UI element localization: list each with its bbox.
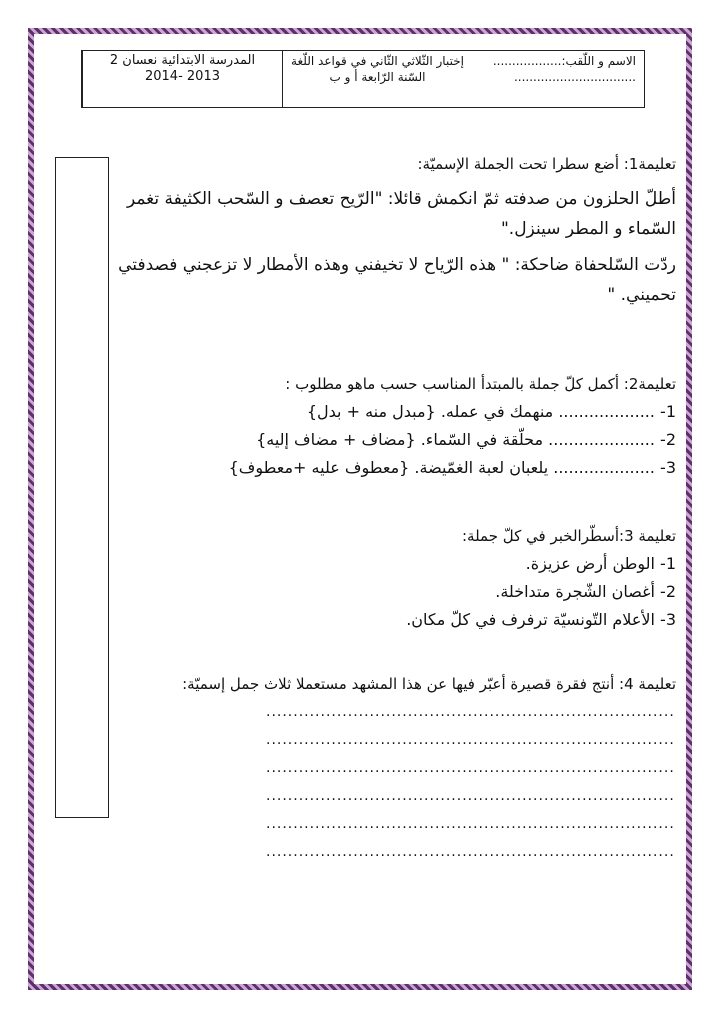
exam-title: إختبار الثّلاثي الثّاني في قواعد اللّغة xyxy=(291,54,464,68)
instruction-1: تعليمة1: أضع سطرا تحت الجملة الإسميّة: xyxy=(417,155,676,173)
grading-box xyxy=(55,157,109,818)
list-item: 2- ..................... محلّقة في السّماء. {مضاف + مضاف إليه} xyxy=(256,430,676,449)
exam-content xyxy=(116,150,676,866)
exam-class: السّنة الرّابعة أ و ب xyxy=(329,70,426,84)
paragraph-1: أطلّ الحلزون من صدفته ثمّ انكمش قائلا: "الرّيح تعصف و السّحب الكثيفة تغمر السّماء و المطر سينزل." xyxy=(126,189,676,239)
paragraph-2: ردّت السّلحفاة ضاحكة: " هذه الرّياح لا تخيفني وهذه الأمطار لا تزعجني فصدفتي تحميني. " xyxy=(118,255,676,305)
answer-line[interactable]: ........................................................................... xyxy=(266,788,675,804)
exam-header-table xyxy=(81,50,645,108)
school-year: 2013 -2014 xyxy=(144,69,220,84)
section-2 xyxy=(116,370,676,482)
list-item: 2- أغصان الشّجرة متداخلة. xyxy=(495,582,676,601)
section-1 xyxy=(116,150,676,310)
header-name-cell xyxy=(472,51,644,107)
school-name: المدرسة الابتدائية نعسان 2 xyxy=(109,53,256,68)
answer-line[interactable]: ........................................................................... xyxy=(266,760,675,776)
name-dots: ................................ xyxy=(513,70,636,84)
answer-line[interactable]: ........................................................................... xyxy=(266,844,675,860)
list-item: 1- ................... منهمك في عمله. {مبدل منه + بدل} xyxy=(306,402,676,421)
answer-line[interactable]: ........................................................................... xyxy=(266,816,675,832)
list-item: 1- الوطن أرض عزيزة. xyxy=(525,554,676,573)
instruction-2: تعليمة2: أكمل كلّ جملة بالمبتدأ المناسب حسب ماهو مطلوب : xyxy=(285,375,676,393)
section-4 xyxy=(116,670,676,866)
list-item: 3- .................... يلعبان لعبة الغمّيضة. {معطوف عليه +معطوف} xyxy=(228,458,676,477)
instruction-3: تعليمة 3:أسطّرالخبر في كلّ جملة: xyxy=(461,527,676,545)
answer-line[interactable]: ........................................................................... xyxy=(266,732,675,748)
header-school-cell xyxy=(82,51,282,107)
header-exam-cell xyxy=(282,51,472,107)
list-item: 3- الأعلام التّونسيّة ترفرف في كلّ مكان. xyxy=(406,610,676,629)
instruction-4: تعليمة 4: أنتج فقرة قصيرة أعبّر فيها عن هذا المشهد مستعملا ثلاث جمل إسميّة: xyxy=(182,675,676,693)
section-3 xyxy=(116,522,676,634)
name-label: الاسم و اللّقب:.................. xyxy=(492,54,636,68)
answer-line[interactable]: ........................................................................... xyxy=(266,704,675,720)
